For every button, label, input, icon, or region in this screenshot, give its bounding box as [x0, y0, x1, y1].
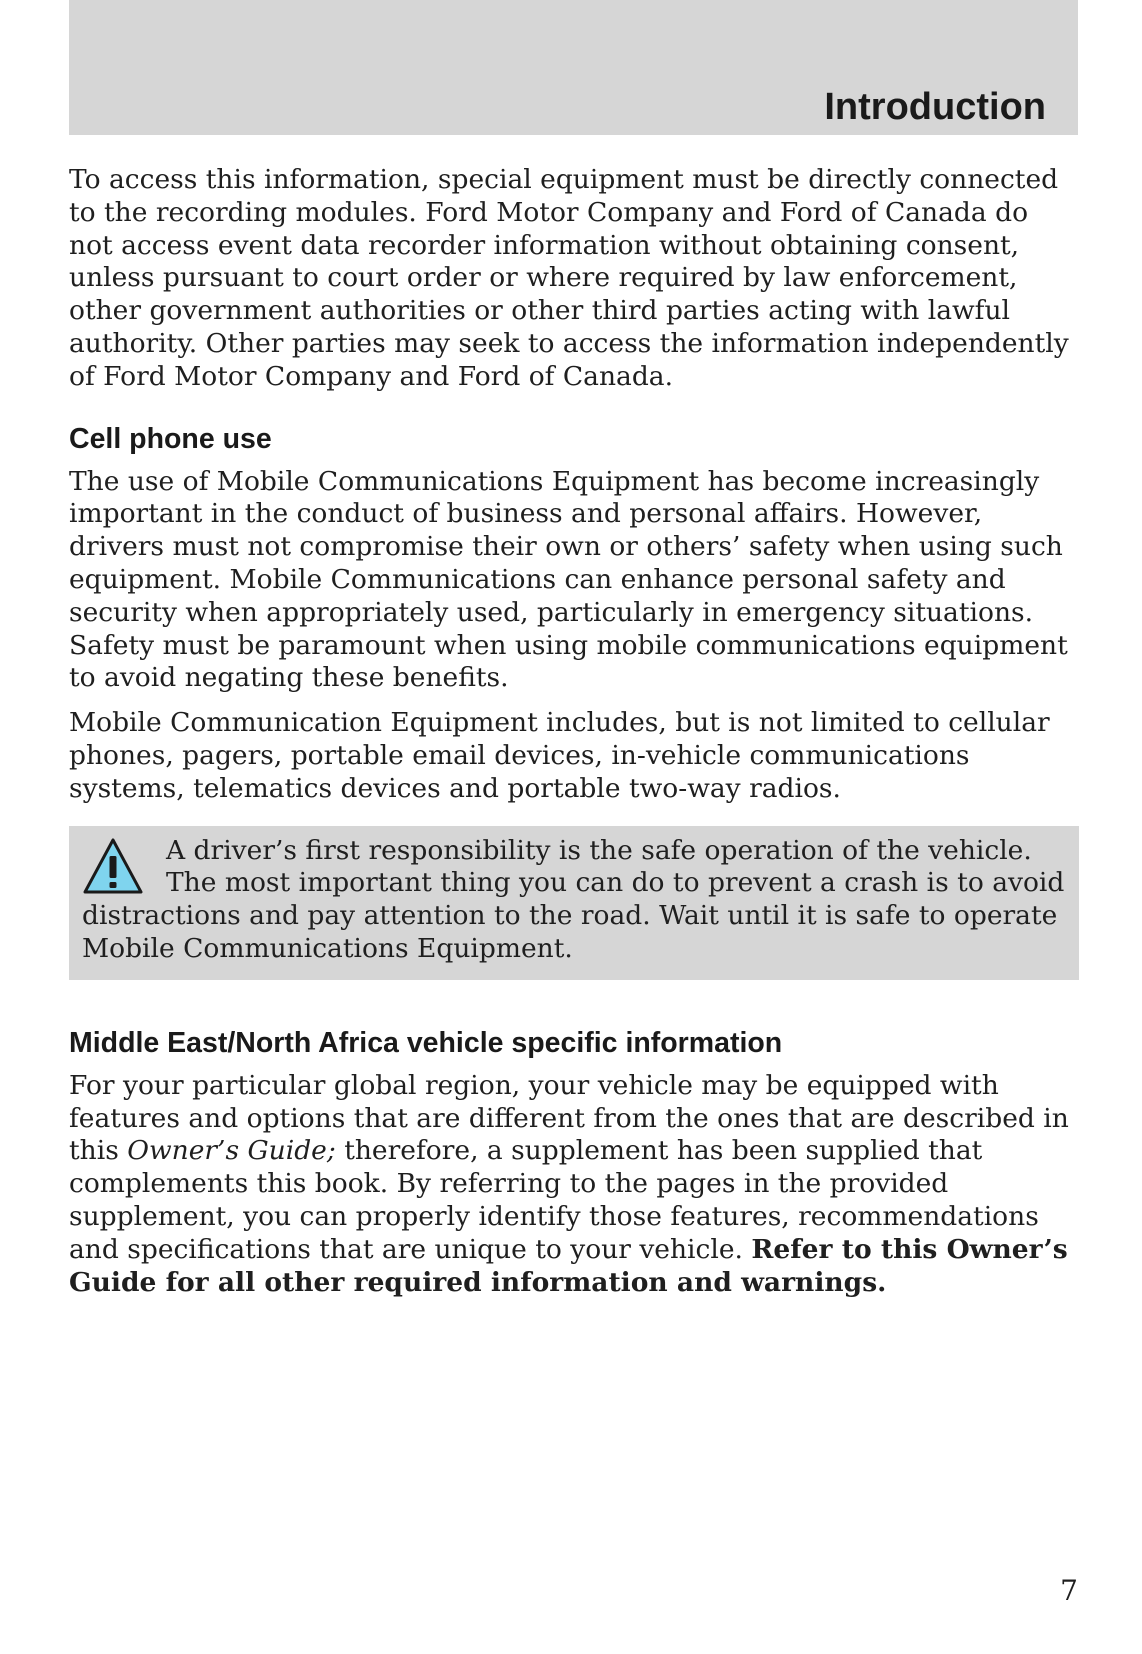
header-band [69, 0, 1078, 135]
page-title: Introduction [824, 86, 1046, 128]
mena-paragraph [69, 1070, 1079, 1300]
edr-access-paragraph: To access this information, special equipment must be directly connected to the recording modules. Ford Motor Company and Ford of Canada do not access event data recorder information without obtaining consent, unless pursuant to court order or where required by law enforcement, other government authorities or other third parties acting with lawful authority. Other parties may seek to access the information independently of Ford Motor Company and Ford of Canada. [69, 164, 1069, 392]
cell-phone-heading: Cell phone use [69, 422, 272, 455]
mena-text-middle: therefore, a supplement has been supplied that complements this book. By referring to the pages in the provided supplement, you can properly identify those features, recommendations and specifications that are unique to your vehicle. [69, 1135, 1039, 1265]
cell-phone-paragraph-2: Mobile Communication Equipment includes, but is not limited to cellular phones, pagers, portable email devices, in-vehicle communications systems, telematics devices and portable two-way radios. [69, 707, 1050, 804]
cell-phone-paragraph-1: The use of Mobile Communications Equipment has become increasingly important in the conduct of business and personal affairs. However, drivers must not compromise their own or others’ safety when using such equipment. Mobile Communications can enhance personal safety and security when appropriately used, particularly in emergency situations. Safety must be paramount when using mobile communications equipment to avoid negating these benefits. [69, 465, 1068, 694]
mena-bold-notice: Refer to this Owner’s Guide for all other required information and warnings. [69, 1233, 1068, 1298]
warning-triangle-icon [82, 837, 144, 895]
mena-heading: Middle East/North Africa vehicle specific information [69, 1026, 783, 1059]
page-number: 7 [1060, 1574, 1078, 1607]
warning-box [69, 826, 1079, 980]
owners-guide-italic: Owner’s Guide; [127, 1135, 336, 1167]
warning-text: A driver’s first responsibility is the safe operation of the vehicle. The most important thing you can do to prevent a crash is to avoid distractions and pay attention to the road. Wait until it is safe to operate Mobile Communications Equipment. [82, 834, 1065, 964]
mena-text-before: For your particular global region, your vehicle may be equipped with features and options that are different from the ones that are described in this [69, 1069, 1069, 1167]
main-content [69, 164, 1079, 1311]
